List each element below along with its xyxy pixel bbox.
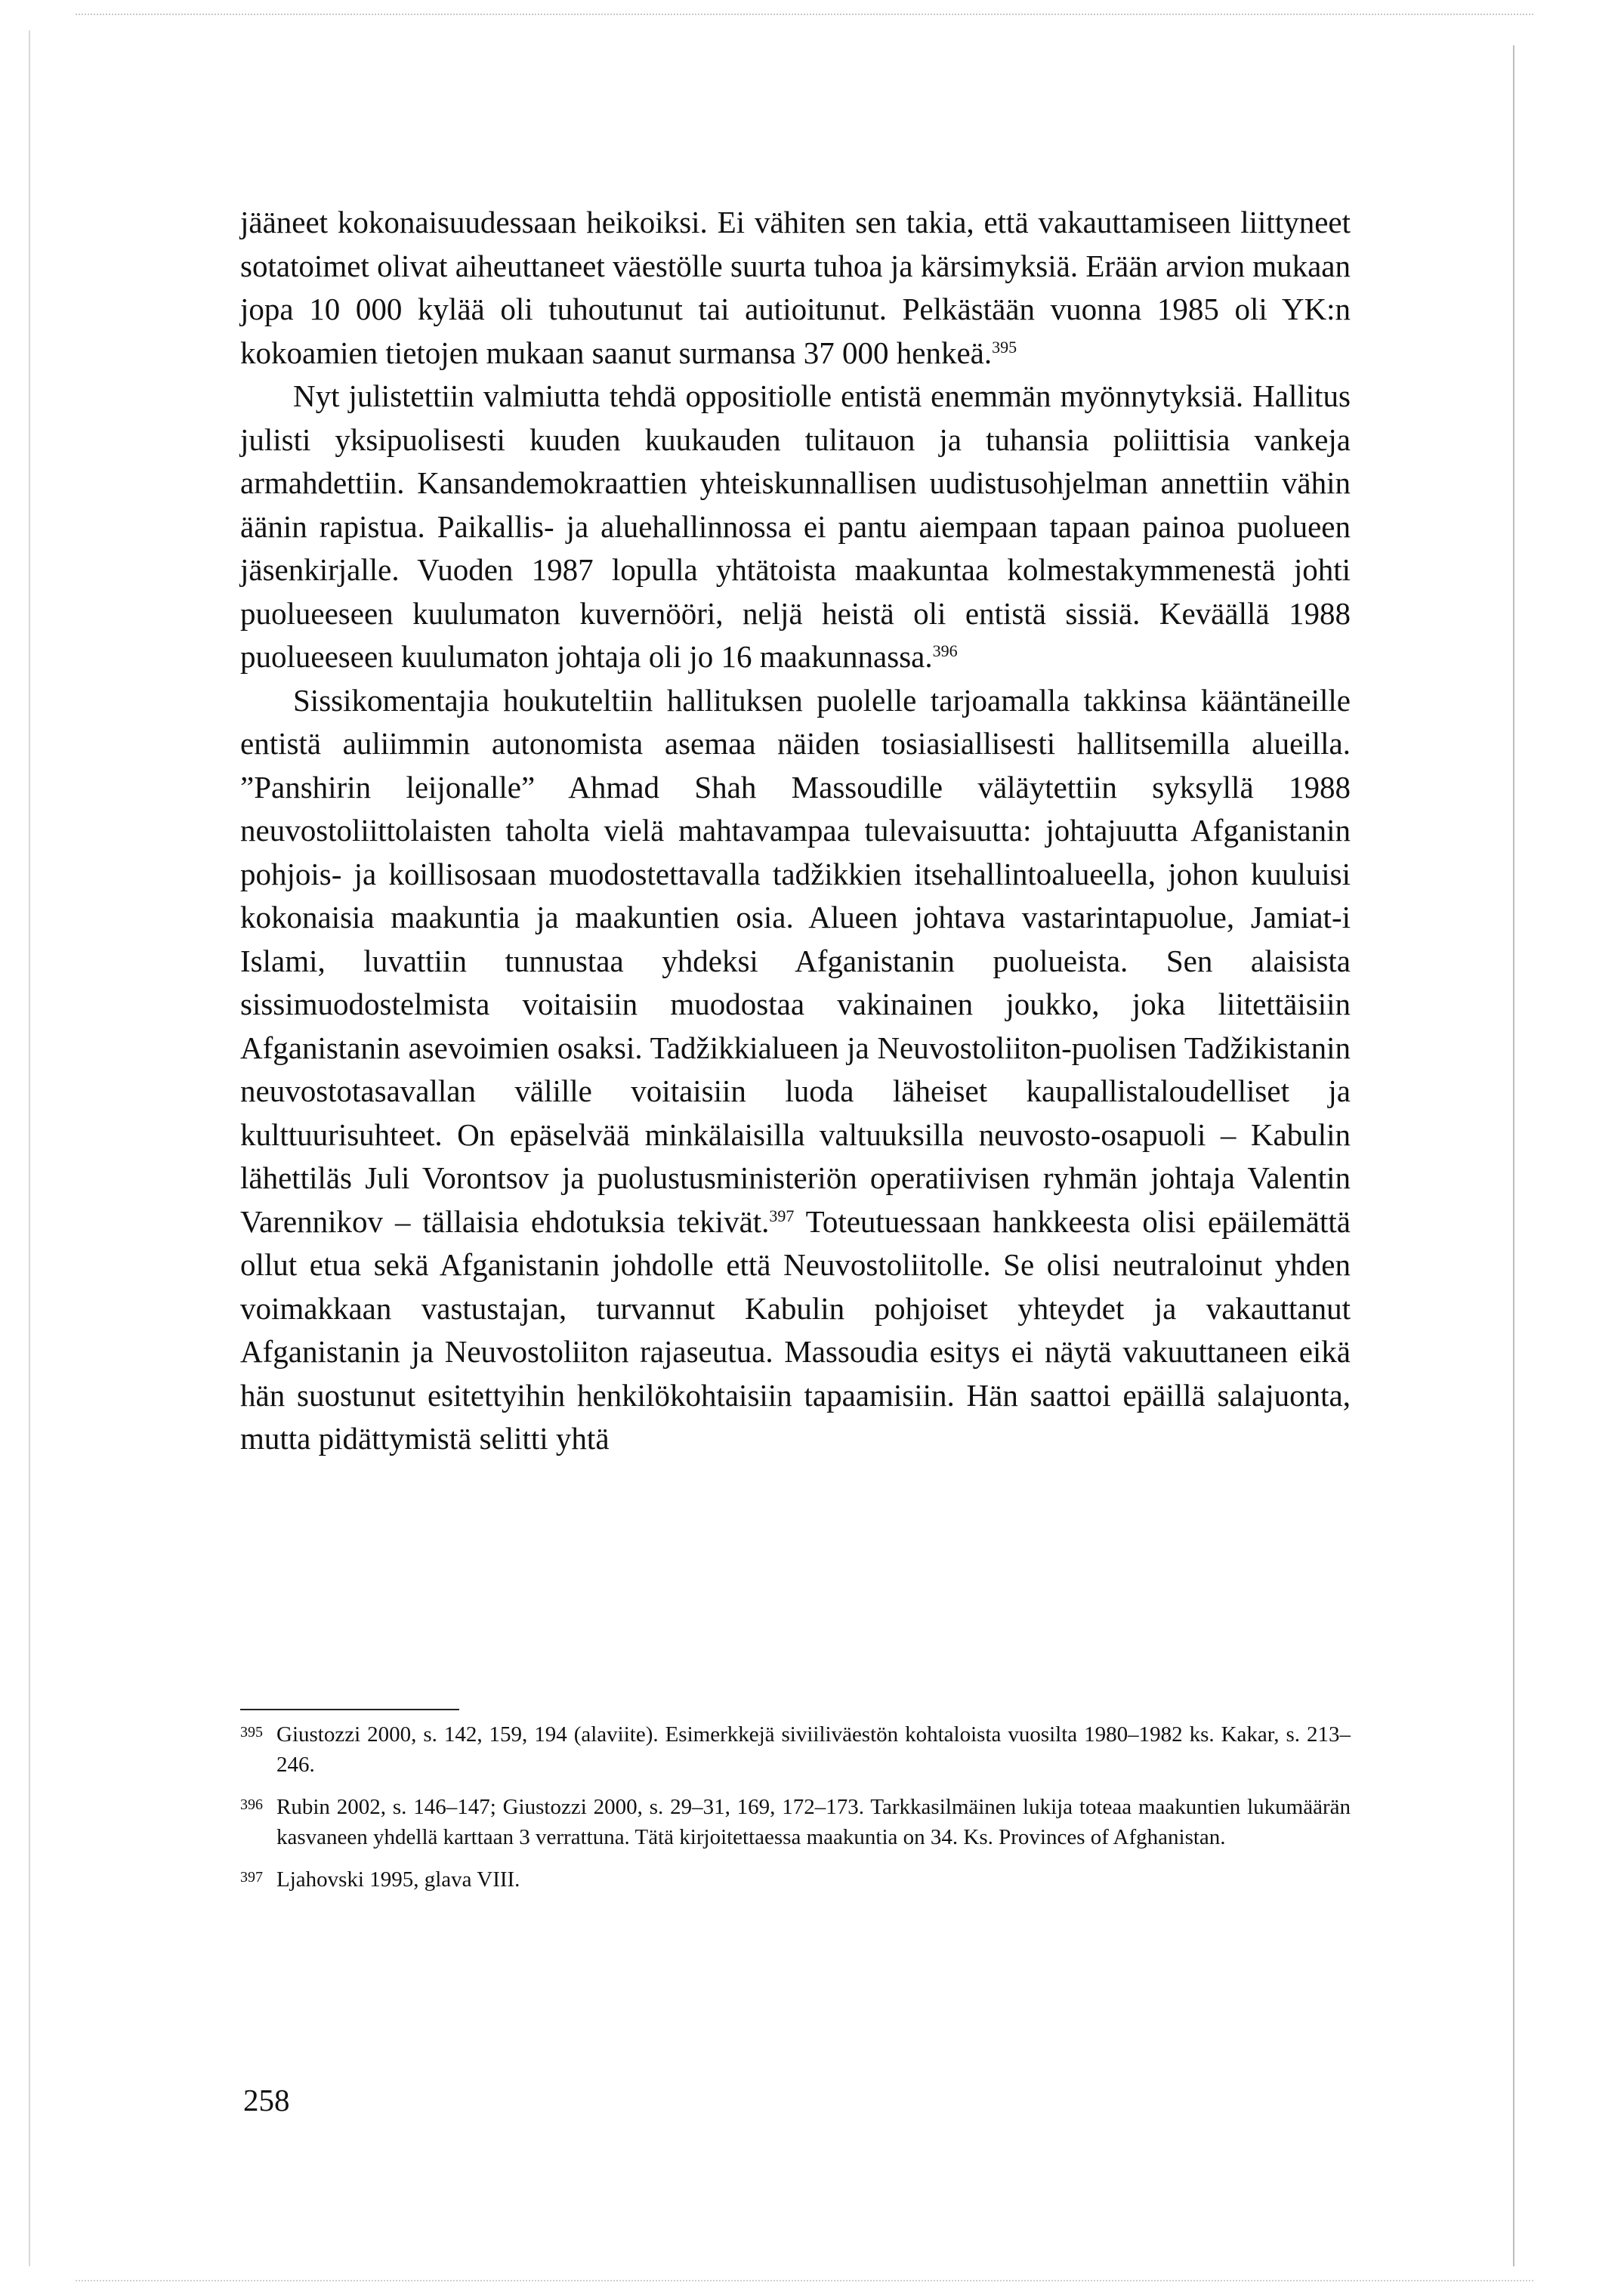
footnote-reference[interactable]: 397 (769, 1206, 795, 1225)
scan-edge-top (76, 14, 1533, 15)
footnote-reference[interactable]: 395 (992, 337, 1017, 357)
footnote-text: Giustozzi 2000, s. 142, 159, 194 (alaviite). Esimerkkejä siviiliväestön kohtaloista vuosilta 1980–1982 ks. Kakar, s. 213–246. (276, 1722, 1351, 1777)
footnote-text: Rubin 2002, s. 146–147; Giustozzi 2000, s. 29–31, 169, 172–173. Tarkkasilmäinen lukija toteaa maakuntien lukumäärän kasvaneen yhdellä karttaan 3 verrattuna. Tätä kirjoitettaessa maakuntia on 34. Ks. Provinces of Afghanistan. (276, 1795, 1351, 1849)
footnote (240, 1792, 1351, 1852)
footnote-number: 395 (240, 1724, 263, 1741)
paragraph: jääneet kokonaisuudessaan heikoiksi. Ei vähiten sen takia, että vakauttamiseen liittyneet sotatoimet olivat aiheuttaneet väestölle suurta tuhoa ja kärsimyksiä. Erään arvion mukaan jopa 10 000 kylää oli tuhoutunut tai autioitunut. Pelkästään vuonna 1985 oli YK:n kokoamien tietojen mukaan saanut surmansa 37 000 henkeä.$^{395}$ (240, 205, 1351, 370)
paragraph: Sissikomentajia houkuteltiin hallituksen puolelle tarjoamalla takkinsa kääntäneille entistä auliimmin autonomista asemaa näiden tosiasiallisesti hallitsemilla alueilla. ”Panshirin leijonalle” Ahmad Shah Massoudille väläytettiin syksyllä 1988 neuvostoliittolaisten taholta vielä mahtavampaa tulevaisuutta: johtajuutta Afganistanin pohjois- ja koillisosaan muodostettavalla tadžikkien itsehallintoalueella, johon kuuluisi kokonaisia maakuntia ja maakuntien osia. Alueen johtava vastarintapuolue, Jamiat-i Islami, luvattiin tunnustaa yhdeksi Afganistanin puolueista. Sen alaisista sissimuodostelmista voitaisiin muodostaa vakinainen joukko, joka liitettäisiin Afganistanin asevoimien osaksi. Tadžikkialueen ja Neuvostoliiton-puolisen Tadžikistanin neuvostotasavallan välille voitaisiin luoda läheiset kaupallistaloudelliset ja kulttuurisuhteet. On epäselvää minkälaisilla valtuuksilla neuvosto-osapuoli – Kabulin lähettiläs Juli Vorontsov ja puolustusministeriön operatiivisen ryhmän johtaja Valentin Varennikov – tällaisia ehdotuksia tekivät.$^{397}$ Toteutuessaan hankkeesta olisi epäilemättä ollut etua sekä Afganistanin johdolle että Neuvostoliitolle. Se olisi neutraloinut yhden voimakkaan vastustajan, turvannut Kabulin pohjoiset yhteydet ja vakauttanut Afganistanin ja Neuvostoliiton rajaseutua. Massoudia esitys ei näytä vakuuttaneen eikä hän suostunut esitettyihin henkilökohtaisiin tapaamisiin. Hän saattoi epäillä salajuonta, mutta pidättymistä selitti yhtä (240, 682, 1351, 1456)
scan-edge-left (29, 30, 30, 2266)
footnote-reference[interactable]: 396 (932, 641, 958, 660)
footnotes (240, 1719, 1351, 1907)
footnote (240, 1864, 1351, 1895)
page-number: 258 (243, 2083, 290, 2117)
main-text (240, 201, 1351, 1461)
footnote-number: 396 (240, 1796, 263, 1813)
footnote (240, 1719, 1351, 1780)
footnote-text: Ljahovski 1995, glava VIII. (276, 1867, 520, 1892)
scan-edge-right (1513, 45, 1514, 2266)
paragraph: Nyt julistettiin valmiutta tehdä oppositiolle entistä enemmän myönnytyksiä. Hallitus julisti yksipuolisesti kuuden kuukauden tulitauon ja tuhansia poliittisia vankeja armahdettiin. Kansandemokraattien yhteiskunnallisen uudistusohjelman annettiin vähin äänin rapistua. Paikallis- ja aluehallinnossa ei pantu aiempaan tapaan painoa puolueen jäsenkirjalle. Vuoden 1987 lopulla yhtätoista maakuntaa kolmestakymmenestä johti puolueeseen kuulumaton kuvernööri, neljä heistä oli entistä sissiä. Keväällä 1988 puolueeseen kuulumaton johtaja oli jo 16 maakunnassa.$^{396}$ (240, 378, 1351, 674)
footnote-separator (240, 1709, 459, 1710)
footnote-number: 397 (240, 1869, 263, 1886)
scan-edge-bottom (76, 2280, 1533, 2281)
